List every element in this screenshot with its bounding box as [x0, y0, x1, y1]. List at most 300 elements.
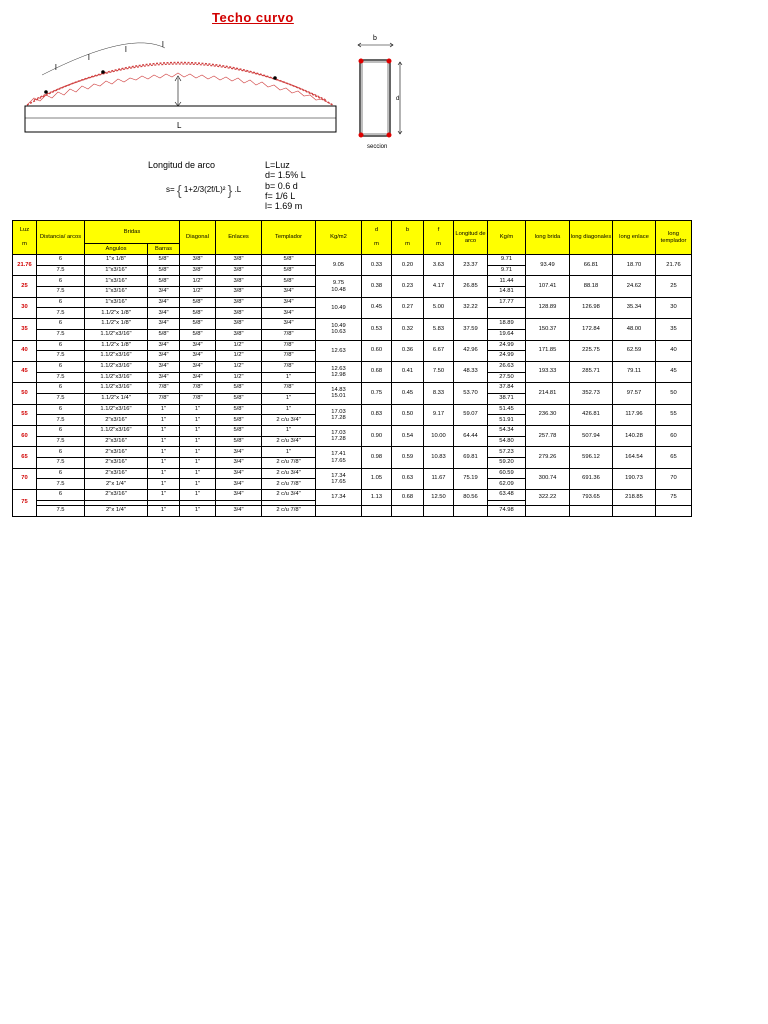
cell-enlaces: 3/8": [216, 308, 262, 319]
cell-kgm2: [316, 383, 362, 404]
cell-kgm: 54.34: [488, 426, 526, 437]
cell-f: 5.00: [424, 297, 454, 318]
cell-barras: 3/4": [148, 340, 180, 351]
cell-angulos: 1.1/2"x 1/8": [85, 308, 148, 319]
cell-long-templador: 40: [656, 340, 692, 361]
cell-b: 0.23: [392, 276, 424, 297]
formula-body: 1+2/3(2f/L)²: [183, 185, 226, 195]
cell-kgm: 59.20: [488, 458, 526, 469]
cell-kgm: 51.91: [488, 415, 526, 426]
cell-diagonal: 1": [180, 404, 216, 415]
cell-longdiag: 793.65: [570, 490, 613, 506]
cell-long-brida: 214.81: [526, 383, 570, 404]
cell-f: 7.50: [424, 361, 454, 382]
cell-long-diagonales: 285.71: [570, 361, 613, 382]
cell-templador: 5/8": [262, 265, 316, 276]
cell-distance: 6: [37, 404, 85, 415]
section-depth-label: d: [396, 96, 400, 102]
header-d: d m: [362, 221, 392, 255]
cell-d: 0.33: [362, 255, 392, 276]
cell-barras: 5/8": [148, 276, 180, 287]
cell-long-templador: 30: [656, 297, 692, 318]
cell-enlaces: 5/8": [216, 415, 262, 426]
cell-long-brida: 193.33: [526, 361, 570, 382]
cell-enlaces: 5/8": [216, 436, 262, 447]
cell-kgm: 19.64: [488, 329, 526, 340]
formula-lhs: s=: [166, 185, 175, 195]
cell-long-brida: 171.85: [526, 340, 570, 361]
cell-kgm: 18.89: [488, 319, 526, 330]
cell-kgm: 57.23: [488, 447, 526, 458]
table-row: [13, 255, 692, 266]
cell-long-diagonales: 596.12: [570, 447, 613, 468]
kgm2-value: 17.03: [331, 429, 346, 436]
cell-templador: 2 c/u 3/4": [262, 468, 316, 479]
cell-kgm: 9.71: [488, 265, 526, 276]
cell-long-enlace: 79.11: [613, 361, 656, 382]
cell-long-templador: 25: [656, 276, 692, 297]
cell-enlaces: 1/2": [216, 372, 262, 383]
cell-empty: [454, 505, 488, 516]
cell-long-templador: 70: [656, 468, 692, 489]
cell-enlaces: 3/8": [216, 297, 262, 308]
cell-barras: 1": [148, 479, 180, 490]
cell-b: 0.45: [392, 383, 424, 404]
cell-kgm: 14.81: [488, 287, 526, 298]
cell-enlaces: 3/8": [216, 319, 262, 330]
header-long-brida: long brida: [526, 221, 570, 255]
cell-diagonal: 1/2": [180, 276, 216, 287]
cell-templador: 1": [262, 404, 316, 415]
cell-templador: 3/4": [262, 308, 316, 319]
header-long-enlace: long enlace: [613, 221, 656, 255]
cell-longenlace: 218.85: [613, 490, 656, 506]
truss-table: [12, 220, 692, 517]
cell-b: 0.68: [392, 490, 424, 506]
header-long-templador: long templador: [656, 221, 692, 255]
cell-barras: 1": [148, 458, 180, 469]
cell-angulos: 2"x3/16": [85, 458, 148, 469]
cell-diagonal: 5/8": [180, 329, 216, 340]
variable-definitions: [265, 160, 306, 211]
cell-d: 0.60: [362, 340, 392, 361]
cell-enlaces: 1/2": [216, 351, 262, 362]
cell-diagonal: 1": [180, 447, 216, 458]
segment-label: l: [88, 53, 90, 62]
cell-templador: 7/8": [262, 361, 316, 372]
header-distance: Distancia/ arcos: [37, 221, 85, 255]
table-row: [13, 490, 692, 501]
cell-kgm: 60.59: [488, 468, 526, 479]
kgm2-value: 12.63: [331, 365, 346, 372]
cell-angulos: 2"x3/16": [85, 468, 148, 479]
cell-empty: [570, 505, 613, 516]
cell-luz: 25: [13, 276, 37, 297]
cell-d: 0.98: [362, 447, 392, 468]
cell-enlaces: 3/4": [216, 447, 262, 458]
cell-distance: 7.5: [37, 351, 85, 362]
cell-angulos: 1.1/2"x3/16": [85, 351, 148, 362]
cell-angulos: 1.1/2"x3/16": [85, 361, 148, 372]
cell-angulos: 2"x3/16": [85, 436, 148, 447]
cell-f: 3.63: [424, 255, 454, 276]
cell-b: 0.20: [392, 255, 424, 276]
cell-distance: 6: [37, 361, 85, 372]
span-label: L: [177, 121, 182, 130]
cell-angulos: 1.1/2"x 1/8": [85, 340, 148, 351]
segment-label: l: [162, 40, 164, 49]
cell-angulos: 2"x3/16": [85, 447, 148, 458]
cell-barras: 5/8": [148, 255, 180, 266]
cell-long-templador: 60: [656, 426, 692, 447]
kgm2-value: 10.63: [331, 329, 346, 336]
cell-barras: 3/4": [148, 319, 180, 330]
cell-f: 4.17: [424, 276, 454, 297]
cell-long-enlace: 190.73: [613, 468, 656, 489]
cell-kgm: 63.48: [488, 490, 526, 501]
cell-angulos: 1"x3/16": [85, 297, 148, 308]
cell-templador: 7/8": [262, 340, 316, 351]
cell-f: 8.33: [424, 383, 454, 404]
cell-diag: 1": [180, 490, 216, 501]
cell-diagonal: 1": [180, 479, 216, 490]
cell-angulos: 1.1/2"x3/16": [85, 329, 148, 340]
cell-luz: 55: [13, 404, 37, 425]
table-row: [13, 319, 692, 330]
cell-luz: 60: [13, 426, 37, 447]
cell-longbrida: 322.22: [526, 490, 570, 506]
kgm2-value: 17.28: [331, 436, 346, 443]
cell-templador: 7/8": [262, 329, 316, 340]
cell-templador: 2 c/u 3/4": [262, 436, 316, 447]
cell-kgm: 9.71: [488, 255, 526, 266]
cell-diagonal: 3/8": [180, 265, 216, 276]
cell-f: 6.67: [424, 340, 454, 361]
cell-kgm2: [316, 404, 362, 425]
cell-longtempl: 75: [656, 490, 692, 506]
kgm2-value: 14.83: [331, 387, 346, 394]
cell-long-diagonales: 507.94: [570, 426, 613, 447]
cell-kgm2: [316, 340, 362, 361]
cell-enlaces: 1/2": [216, 361, 262, 372]
cell-f: 10.83: [424, 447, 454, 468]
cell-angulos: 1.1/2"x3/16": [85, 426, 148, 437]
cell-long-enlace: 62.59: [613, 340, 656, 361]
cell-d: 0.45: [362, 297, 392, 318]
cell-long-diagonales: 426.81: [570, 404, 613, 425]
cell-distance: 7.5: [37, 436, 85, 447]
cell-distance: 6: [37, 383, 85, 394]
formula-expression: s= { 1+2/3(2f/L)² } .L: [166, 182, 242, 198]
cell-long-enlace: 18.70: [613, 255, 656, 276]
cell-angulos: 1.1/2"x 1/4": [85, 393, 148, 404]
cell-luz: 75: [13, 490, 37, 516]
cell-templador: 1": [262, 447, 316, 458]
cell-long-arco: 42.96: [454, 340, 488, 361]
cell-barras: 1": [148, 468, 180, 479]
cell-long-arco: 69.81: [454, 447, 488, 468]
cell-d: 1.05: [362, 468, 392, 489]
cell-barras: 3/4": [148, 361, 180, 372]
segment-label: l: [55, 63, 57, 72]
cell-distance: 6: [37, 426, 85, 437]
cell-kgm: 11.44: [488, 276, 526, 287]
cell-long-arco: 75.19: [454, 468, 488, 489]
cell-luz: 50: [13, 383, 37, 404]
cell-b: 0.54: [392, 426, 424, 447]
header-diagonal: Diagonal: [180, 221, 216, 255]
cell-distance: 6: [37, 340, 85, 351]
cell-long-brida: 128.89: [526, 297, 570, 318]
cell-long-arco: 64.44: [454, 426, 488, 447]
table-row: [13, 361, 692, 372]
cell-templador: 5/8": [262, 255, 316, 266]
cell-templador: 1": [262, 372, 316, 383]
truss-cross-section: [358, 43, 402, 138]
kgm2-value: 17.03: [331, 408, 346, 415]
cell-enlaces: 3/8": [216, 287, 262, 298]
header-f: f m: [424, 221, 454, 255]
cell-dist: 7.5: [37, 505, 85, 516]
cell-distance: 7.5: [37, 393, 85, 404]
cell-angulos: 1.1/2"x3/16": [85, 383, 148, 394]
cell-barras: 1": [148, 404, 180, 415]
cell-diagonal: 7/8": [180, 393, 216, 404]
kgm2-value: 15.01: [331, 393, 346, 400]
cell-long-templador: 50: [656, 383, 692, 404]
cell-distance: 7.5: [37, 479, 85, 490]
cell-long-arco: 48.33: [454, 361, 488, 382]
cell-kgm2: [316, 447, 362, 468]
cell-templador: 1": [262, 426, 316, 437]
cell-long-enlace: 140.28: [613, 426, 656, 447]
cell-distance: 7.5: [37, 265, 85, 276]
cell-long-arco: 53.70: [454, 383, 488, 404]
cell-barras: 7/8": [148, 383, 180, 394]
header-luz: Luz m: [13, 221, 37, 255]
cell-empty: [392, 505, 424, 516]
cell-d: 0.38: [362, 276, 392, 297]
kgm2-value: 17.28: [331, 414, 346, 421]
definition-line: b= 0.6 d: [265, 180, 298, 191]
cell-barras: 3/4": [148, 351, 180, 362]
cell-f: 10.00: [424, 426, 454, 447]
cell-diagonal: 1": [180, 468, 216, 479]
cell-angulos: 1.1/2"x 1/8": [85, 319, 148, 330]
cell-diagonal: 1": [180, 415, 216, 426]
cell-luz: 30: [13, 297, 37, 318]
cell-kgm2: [316, 468, 362, 489]
cell-diagonal: 5/8": [180, 308, 216, 319]
cell-angulos: 1.1/2"x3/16": [85, 404, 148, 415]
header-barras: Barras: [148, 244, 180, 255]
cell-luz: 40: [13, 340, 37, 361]
cell-diagonal: 1/2": [180, 287, 216, 298]
cell-enlaces: 3/4": [216, 468, 262, 479]
header-long-arco: Longitud de arco: [454, 221, 488, 255]
cell-diagonal: 1": [180, 436, 216, 447]
cell-long-enlace: 117.96: [613, 404, 656, 425]
cell-enl: 3/4": [216, 490, 262, 501]
cell-long-diagonales: 172.84: [570, 319, 613, 340]
cell-d: 0.83: [362, 404, 392, 425]
cell-diagonal: 3/4": [180, 361, 216, 372]
cell-distance: 6: [37, 276, 85, 287]
cell-long-arco: 37.59: [454, 319, 488, 340]
cell-distance: 7.5: [37, 308, 85, 319]
cell-enl: 3/4": [216, 505, 262, 516]
cell-long-arco: 23.37: [454, 255, 488, 276]
cell-kgm: [488, 308, 526, 319]
cell-enlaces: 3/4": [216, 479, 262, 490]
cell-angulos: 2"x3/16": [85, 415, 148, 426]
cell-templador: 7/8": [262, 383, 316, 394]
cell-d: 1.13: [362, 490, 392, 506]
cell-enlaces: 1/2": [216, 340, 262, 351]
cell-templador: 5/8": [262, 276, 316, 287]
cell-templador: 3/4": [262, 287, 316, 298]
cell-long-templador: 55: [656, 404, 692, 425]
cell-kgm: 26.63: [488, 361, 526, 372]
formula-suffix: .L: [234, 185, 242, 195]
cell-barras: 5/8": [148, 265, 180, 276]
cell-long-brida: 150.37: [526, 319, 570, 340]
cell-kgm2: [316, 297, 362, 318]
cell-angulos: 2"x 1/4": [85, 479, 148, 490]
cell-distance: 7.5: [37, 458, 85, 469]
cell-templador: 1": [262, 393, 316, 404]
cell-long-diagonales: 88.18: [570, 276, 613, 297]
cell-kgm: 62.09: [488, 479, 526, 490]
cell-bar: 1": [148, 505, 180, 516]
cell-long-brida: 236.30: [526, 404, 570, 425]
cell-barras: 1": [148, 415, 180, 426]
section-caption: seccion: [367, 144, 388, 150]
cell-temp: 2 c/u 7/8": [262, 505, 316, 516]
table-row: [13, 404, 692, 415]
truss-diagrams: [0, 0, 768, 160]
cell-long-enlace: 48.00: [613, 319, 656, 340]
cell-temp: 2 c/u 3/4": [262, 490, 316, 501]
kgm2-value: 17.41: [331, 451, 346, 458]
kgm2-value: 17.65: [331, 457, 346, 464]
cell-longarco: 80.56: [454, 490, 488, 506]
cell-ang: 2"x3/16": [85, 490, 148, 501]
cell-long-templador: 45: [656, 361, 692, 382]
cell-b: 0.32: [392, 319, 424, 340]
definition-line: d= 1.5% L: [265, 170, 306, 181]
cell-f: 5.83: [424, 319, 454, 340]
kgm2-value: 9.05: [332, 262, 345, 269]
cell-diagonal: 5/8": [180, 319, 216, 330]
table-row: [13, 383, 692, 394]
cell-kgm: 51.45: [488, 404, 526, 415]
arc-length-label: Longitud de arco: [148, 160, 216, 170]
kgm2-value: 9.75: [332, 280, 345, 287]
cell-enlaces: 3/8": [216, 255, 262, 266]
header-enlaces: Enlaces: [216, 221, 262, 255]
cell-barras: 3/4": [148, 308, 180, 319]
cell-barras: 3/4": [148, 372, 180, 383]
cell-empty: [656, 505, 692, 516]
cell-angulos: 1"x3/16": [85, 287, 148, 298]
cell-distance: 7.5: [37, 329, 85, 340]
cell-luz: 35: [13, 319, 37, 340]
cell-f: 9.17: [424, 404, 454, 425]
cell-empty: [526, 505, 570, 516]
cell-diagonal: 3/4": [180, 372, 216, 383]
definition-line: l= 1.69 m: [265, 201, 303, 212]
cell-angulos: 1"x3/16": [85, 276, 148, 287]
cell-templador: 3/4": [262, 297, 316, 308]
cell-kgm: 74.98: [488, 505, 526, 516]
table-row: [13, 505, 692, 516]
cell-enlaces: 3/8": [216, 276, 262, 287]
cell-diagonal: 1": [180, 426, 216, 437]
cell-barras: 5/8": [148, 329, 180, 340]
table-row: [13, 340, 692, 351]
cell-luz: 65: [13, 447, 37, 468]
cell-d: 0.68: [362, 361, 392, 382]
cell-templador: 2 c/u 7/8": [262, 479, 316, 490]
cell-long-templador: 65: [656, 447, 692, 468]
cell-diagonal: 1": [180, 458, 216, 469]
cell-d: 0.75: [362, 383, 392, 404]
cell-distance: 7.5: [37, 287, 85, 298]
cell-b: 0.50: [392, 404, 424, 425]
cell-kgm2: [316, 361, 362, 382]
cell-kgm2: 17.34: [316, 490, 362, 506]
cell-b: 0.41: [392, 361, 424, 382]
cell-kgm: 24.99: [488, 351, 526, 362]
cell-dist: 6: [37, 490, 85, 501]
cell-enlaces: 5/8": [216, 426, 262, 437]
cell-distance: 7.5: [37, 415, 85, 426]
cell-kgm2: [316, 255, 362, 276]
cell-kgm2: [316, 319, 362, 340]
cell-b: 0.59: [392, 447, 424, 468]
cell-d: 0.90: [362, 426, 392, 447]
cell-enlaces: 5/8": [216, 393, 262, 404]
header-bridas: Bridas: [85, 221, 180, 244]
cell-empty: [613, 505, 656, 516]
header-long-diagonales: long diagonales: [570, 221, 613, 255]
cell-long-templador: 21.76: [656, 255, 692, 276]
cell-distance: 6: [37, 468, 85, 479]
cell-long-brida: 93.49: [526, 255, 570, 276]
cell-long-diagonales: 225.75: [570, 340, 613, 361]
cell-templador: 2 c/u 3/4": [262, 415, 316, 426]
cell-long-enlace: 24.62: [613, 276, 656, 297]
cell-luz: 70: [13, 468, 37, 489]
cell-long-enlace: 164.54: [613, 447, 656, 468]
table-row: [13, 297, 692, 308]
cell-long-brida: 257.78: [526, 426, 570, 447]
cell-d: 0.53: [362, 319, 392, 340]
kgm2-value: 17.34: [331, 472, 346, 479]
cell-long-enlace: 97.57: [613, 383, 656, 404]
cell-enlaces: 3/8": [216, 329, 262, 340]
arch-truss-elevation: [25, 43, 336, 132]
cell-barras: 1": [148, 447, 180, 458]
kgm2-value: 10.49: [331, 323, 346, 330]
table-row: [13, 468, 692, 479]
cell-long-diagonales: 126.98: [570, 297, 613, 318]
table-row: [13, 447, 692, 458]
cell-bar: 1": [148, 490, 180, 501]
cell-kgm: 54.80: [488, 436, 526, 447]
cell-barras: 1": [148, 426, 180, 437]
